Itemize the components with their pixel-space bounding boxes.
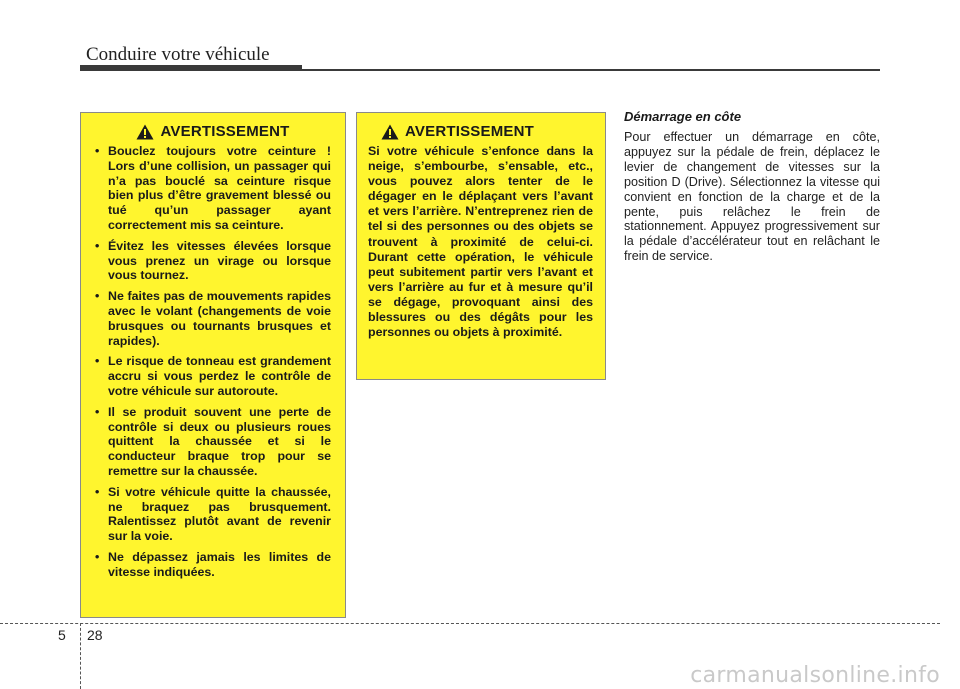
warning-header [95,123,331,140]
warning-bullet-item: • Ne faites pas de mouvements rapides avec le volant (changements de voie brusques ou tournants brusques et rapides). [95,289,331,348]
warning-title: AVERTISSEMENT [405,123,535,140]
section-body: Pour effectuer un démarrage en côte, appuyez sur la pédale de frein, déplacez le levier de changement de vitesses sur la position D (Drive). Sélectionnez la vitesse qui convient en fonction de la charge et de la pente, puis relâchez le frein de stationnement. Appuyez progressivement sur la pédale d’accélérateur tout en relâchant le frein de service. [624,130,880,264]
warning-title: AVERTISSEMENT [160,123,290,140]
warning-triangle-icon [136,124,154,140]
warning-box-stuck-vehicle [356,112,606,380]
section-heading: Démarrage en côte [624,109,742,124]
header-rule-thick [80,65,302,71]
warning-bullet-item: • Le risque de tonneau est grandement accru si vous perdez le contrôle de votre véhicule sur autoroute. [95,354,331,398]
footer-divider [80,623,81,689]
warning-header [368,123,593,140]
warning-box-seatbelt [80,112,346,618]
header-rule-thin [302,69,880,71]
footer-rule [0,623,940,624]
warning-bullet-item: • Bouclez toujours votre ceinture ! Lors d’une collision, un passager qui n’a pas bouclé sa ceinture risque bien plus d’être gravement blessé ou tué qu’un passager ayant correctement mis sa ceinture. [95,144,331,233]
warning-bullet-item: • Évitez les vitesses élevées lorsque vous prenez un virage ou lorsque vous tournez. [95,239,331,283]
warning-triangle-icon [381,124,399,140]
page-header-title: Conduire votre véhicule [86,44,270,65]
hill-start-section [624,109,880,264]
warning-bullet-item: • Si votre véhicule quitte la chaussée, ne braquez pas brusquement. Ralentissez plutôt avant de revenir sur la voie. [95,485,331,544]
warning-text: Si votre véhicule s’enfonce dans la neige, s’embourbe, s’ensable, etc., vous pouvez alors tenter de le dégager en le déplaçant vers l’avant et vers l’arrière. N’entreprenez rien de tel si des personnes ou des objets se trouvent à proximité de celui-ci. Durant cette opération, le véhicule peut subitement partir vers l’avant et vers l’arrière au fur et à mesure qu’il se dégage, provoquant ainsi des blessures ou des dégâts pour les personnes ou objets à proximité. [368,144,593,340]
watermark: carmanualsonline.info [690,663,940,688]
warning-bullet-list [95,144,331,580]
warning-bullet-item: • Il se produit souvent une perte de contrôle si deux ou plusieurs roues quittent la chaussée et si le conducteur braque trop pour se remettre sur la chaussée. [95,405,331,479]
warning-bullet-item: • Ne dépassez jamais les limites de vitesse indiquées. [95,550,331,580]
page-number: 28 [87,627,103,643]
chapter-number: 5 [58,627,66,643]
